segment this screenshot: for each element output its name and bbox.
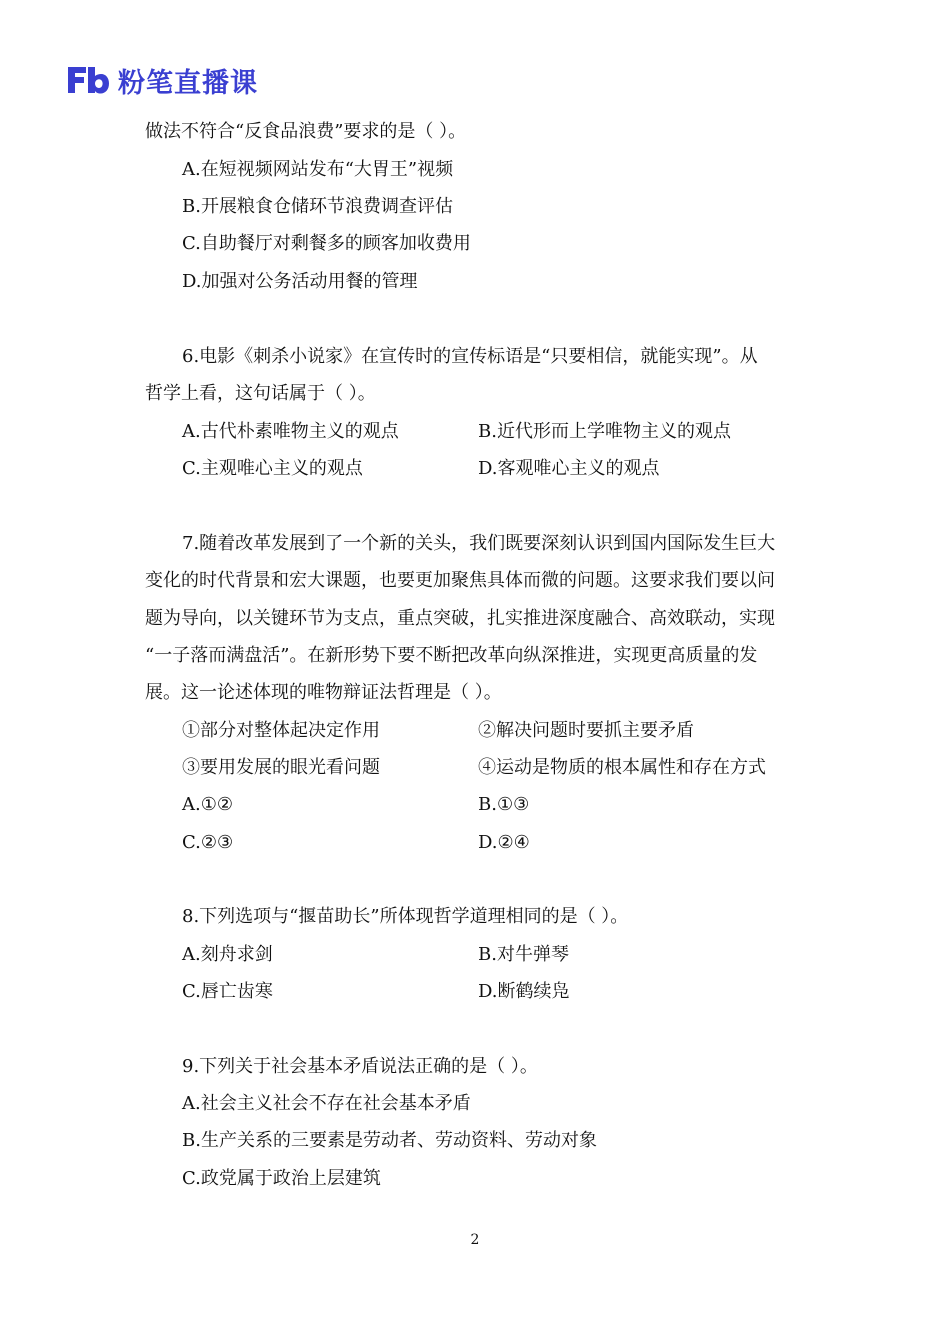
q7-option-b: B.①③	[478, 794, 530, 815]
q6-stem-line-1: 6.电影《刺杀小说家》在宣传时的宣传标语是“只要相信，就能实现”。从	[182, 346, 758, 367]
q7-stem-line-1: 7.随着改革发展到了一个新的关头，我们既要深刻认识到国内国际发生巨大	[182, 533, 776, 554]
q7-stem-line-3: 题为导向，以关键环节为支点，重点突破，扎实推进深度融合、高效联动，实现	[145, 608, 775, 629]
q5-stem: 做法不符合“反食品浪费”要求的是（ ）。	[145, 121, 467, 142]
q7-statement-4: ④运动是物质的根本属性和存在方式	[478, 757, 766, 778]
q8-option-a: A.刻舟求剑	[182, 944, 273, 965]
q7-statement-2: ②解决问题时要抓主要矛盾	[478, 720, 694, 741]
q8-option-c: C.唇亡齿寒	[182, 981, 273, 1002]
logo-text: 粉笔直播课	[118, 67, 258, 99]
q5-option-d: D.加强对公务活动用餐的管理	[182, 271, 418, 292]
q6-option-b: B.近代形而上学唯物主义的观点	[478, 421, 731, 442]
q6-option-c: C.主观唯心主义的观点	[182, 458, 363, 479]
q7-option-a: A.①②	[182, 794, 233, 815]
q9-stem: 9.下列关于社会基本矛盾说法正确的是（ ）。	[182, 1056, 538, 1077]
q8-stem: 8.下列选项与“揠苗助长”所体现哲学道理相同的是（ ）。	[182, 906, 629, 927]
q7-stem-line-5: 展。这一论述体现的唯物辩证法哲理是（ ）。	[145, 682, 502, 703]
q8-option-b: B.对牛弹琴	[478, 944, 569, 965]
q7-option-d: D.②④	[478, 832, 530, 853]
q7-statement-1: ①部分对整体起决定作用	[182, 720, 380, 741]
page-number: 2	[470, 1232, 480, 1248]
q7-statement-3: ③要用发展的眼光看问题	[182, 757, 380, 778]
q6-option-a: A.古代朴素唯物主义的观点	[182, 421, 399, 442]
q7-stem-line-2: 变化的时代背景和宏大课题，也要更加聚焦具体而微的问题。这要求我们要以问	[145, 570, 775, 591]
q8-option-d: D.断鹤续凫	[478, 981, 570, 1002]
q9-option-c: C.政党属于政治上层建筑	[182, 1168, 381, 1189]
q5-option-b: B.开展粮食仓储环节浪费调查评估	[182, 196, 453, 217]
q5-option-c: C.自助餐厅对剩餐多的顾客加收费用	[182, 233, 471, 254]
q7-option-c: C.②③	[182, 832, 234, 853]
q9-option-b: B.生产关系的三要素是劳动者、劳动资料、劳动对象	[182, 1130, 597, 1151]
q6-stem-line-2: 哲学上看，这句话属于（ ）。	[145, 383, 376, 404]
fb-logo-icon	[66, 65, 110, 95]
header	[66, 62, 258, 98]
q6-option-d: D.客观唯心主义的观点	[478, 458, 660, 479]
q9-option-a: A.社会主义社会不存在社会基本矛盾	[182, 1093, 471, 1114]
q5-option-a: A.在短视频网站发布“大胃王”视频	[182, 159, 454, 180]
q7-stem-line-4: “一子落而满盘活”。在新形势下要不断把改革向纵深推进，实现更高质量的发	[145, 645, 758, 666]
